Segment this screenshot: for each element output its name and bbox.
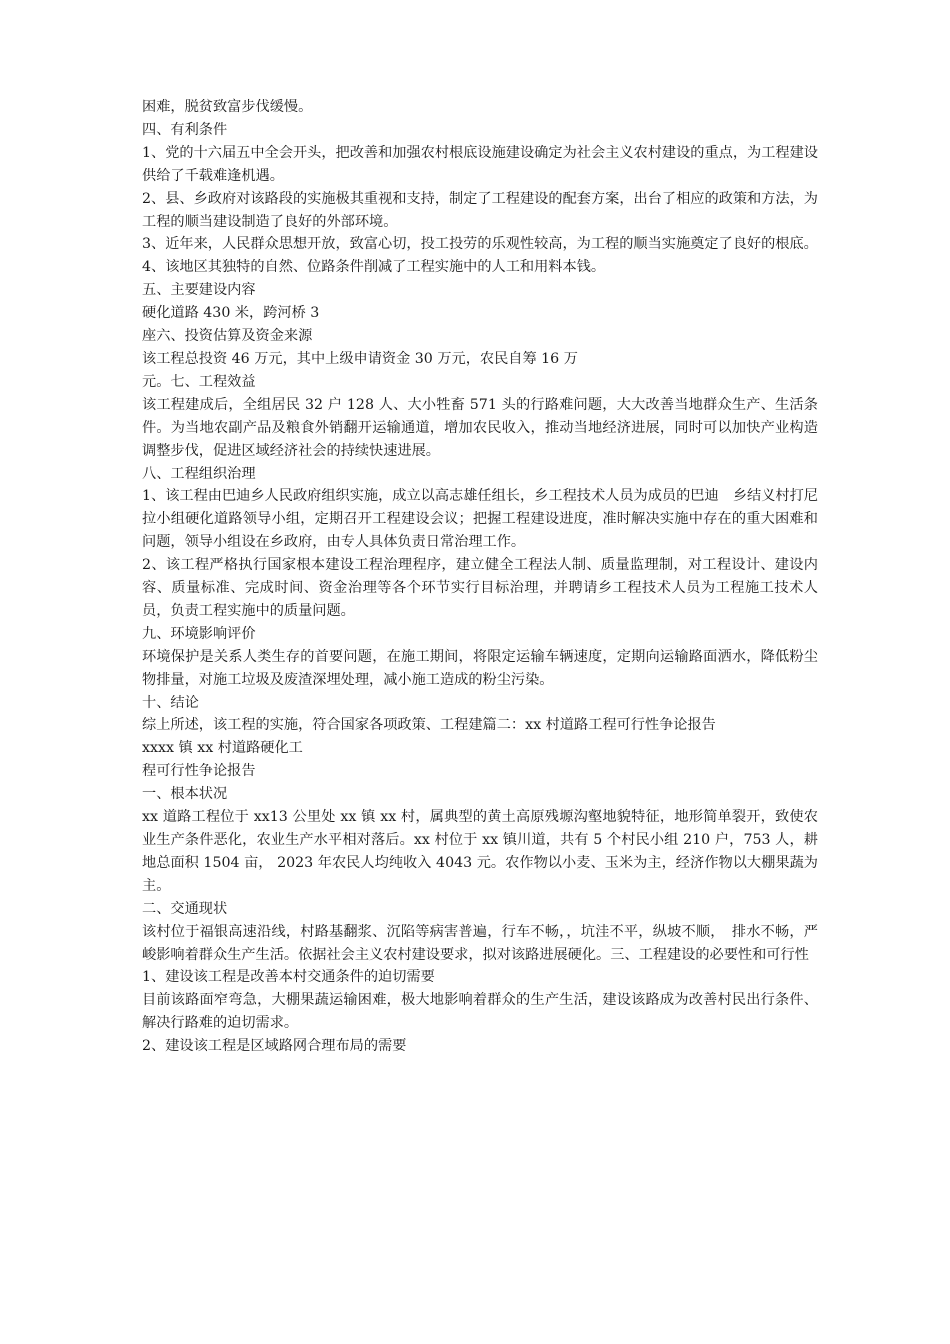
report-title-line-1: xxxx 镇 xx 村道路硬化工 [142,740,303,757]
paragraph-condition-2: 2、县、乡政府对该路段的实施极其重视和支持，制定了工程建设的配套方案，出台了相应的政策和方法，为工程的顺当建设制造了良好的外部环境。 [142,190,818,230]
paragraph-condition-1: 1、党的十六届五中全会开头，把改善和加强农村根底设施建设确定为社会主义农村建设的重点，为工程建设供给了千载难逢机遇。 [142,144,818,184]
paragraph-condition-4: 4、该地区其独特的自然、位路条件削减了工程实施中的人工和用料本钱。 [142,259,606,276]
paragraph-benefit: 该工程建成后，全组居民 32 户 128 人、大小牲畜 571 头的行路难问题，大大改善当地群众生产、生活条件。为当地农副产品及粮食外销翻开运输通道，增加农民收入，推动当地经济进展，同时可以加快产业构造调整步伐，促进区域经济社会的持续快速进展。 [142,396,818,459]
document-page [142,96,818,1058]
paragraph-continuation: 困难，脱贫致富步伐缓慢。 [142,99,313,115]
section-heading-organization: 八、工程组织治理 [142,465,256,482]
section-heading-conclusion: 十、结论 [142,694,199,711]
section-heading-environment: 九、环境影响评价 [142,625,256,642]
paragraph-environment: 环境保护是关系人类生存的首要问题，在施工期间，将限定运输车辆速度，定期向运输路面洒水，降低粉尘物排量，对施工垃圾及废渣深埋处理，减小施工造成的粉尘污染。 [142,648,818,688]
paragraph-organization-2: 2、该工程严格执行国家根本建设工程治理程序，建立健全工程法人制、质量监理制，对工程设计、建设内容、质量标准、完成时间、资金治理等各个环节实行目标治理，并聘请乡工程技术人员为工程施工技术人员，负责工程实施中的质量问题。 [142,557,818,619]
paragraph-condition-3: 3、近年来，人民群众思想开放，致富心切，投工投劳的乐观性较高，为工程的顺当实施奠定了良好的根底。 [142,236,818,253]
paragraph-conclusion: 综上所述，该工程的实施，符合国家各项政策、工程建篇二：xx 村道路工程可行性争论报告 [142,717,716,734]
paragraph-road-length: 硬化道路 430 米，跨河桥 3 [142,305,320,322]
paragraph-traffic: 该村位于福银高速沿线，村路基翻浆、沉陷等病害普遍，行车不畅，，坑洼不平，纵坡不顺， 排水不畅，严峻影响着群众生产生活。依据社会主义农村建设要求，拟对该路进展硬化。三、工程建设的必要性和可行性 [142,923,818,963]
paragraph-necessity-2-heading: 2、建设该工程是区域路网合理布局的需要 [142,1038,407,1055]
paragraph-investment-heading: 座六、投资估算及资金来源 [142,328,313,345]
paragraph-basic-status: xx 道路工程位于 xx13 公里处 xx 镇 xx 村，属典型的黄土高原残塬沟壑地貌特征，地形简单裂开，致使农业生产条件恶化，农业生产水平相对落后。xx 村位于 xx 镇川道，共有 5 个村民小组 210 户，753 人，耕地总面积 1504 亩， 2023 年农民人均纯收入 4043 元。农作物以小麦、玉米为主，经济作物以大棚果蔬为主。 [142,809,818,894]
section-heading-traffic: 二、交通现状 [142,900,228,917]
paragraph-organization-1: 1、该工程由巴迪乡人民政府组织实施，成立以高志雄任组长，乡工程技术人员为成员的巴迪 乡结义村打尼拉小组硬化道路领导小组，定期召开工程建设会议；把握工程建设进度，准时解决实施中存在的重大困难和问题，领导小组设在乡政府，由专人具体负责日常治理工作。 [142,488,818,551]
paragraph-investment: 该工程总投资 46 万元，其中上级申请资金 30 万元，农民自筹 16 万 [142,350,578,367]
paragraph-benefit-heading: 元。七、工程效益 [142,373,256,390]
section-heading-basic-status: 一、根本状况 [142,786,228,803]
section-heading-main-content: 五、主要建设内容 [142,282,256,299]
report-title-line-2: 程可行性争论报告 [142,763,256,780]
paragraph-necessity-1: 目前该路面窄弯急，大棚果蔬运输困难，极大地影响着群众的生产生活，建设该路成为改善村民出行条件、解决行路难的迫切需求。 [142,992,818,1032]
section-heading-favorable-conditions: 四、有利条件 [142,121,228,138]
paragraph-necessity-1-heading: 1、建设该工程是改善本村交通条件的迫切需要 [142,969,435,986]
